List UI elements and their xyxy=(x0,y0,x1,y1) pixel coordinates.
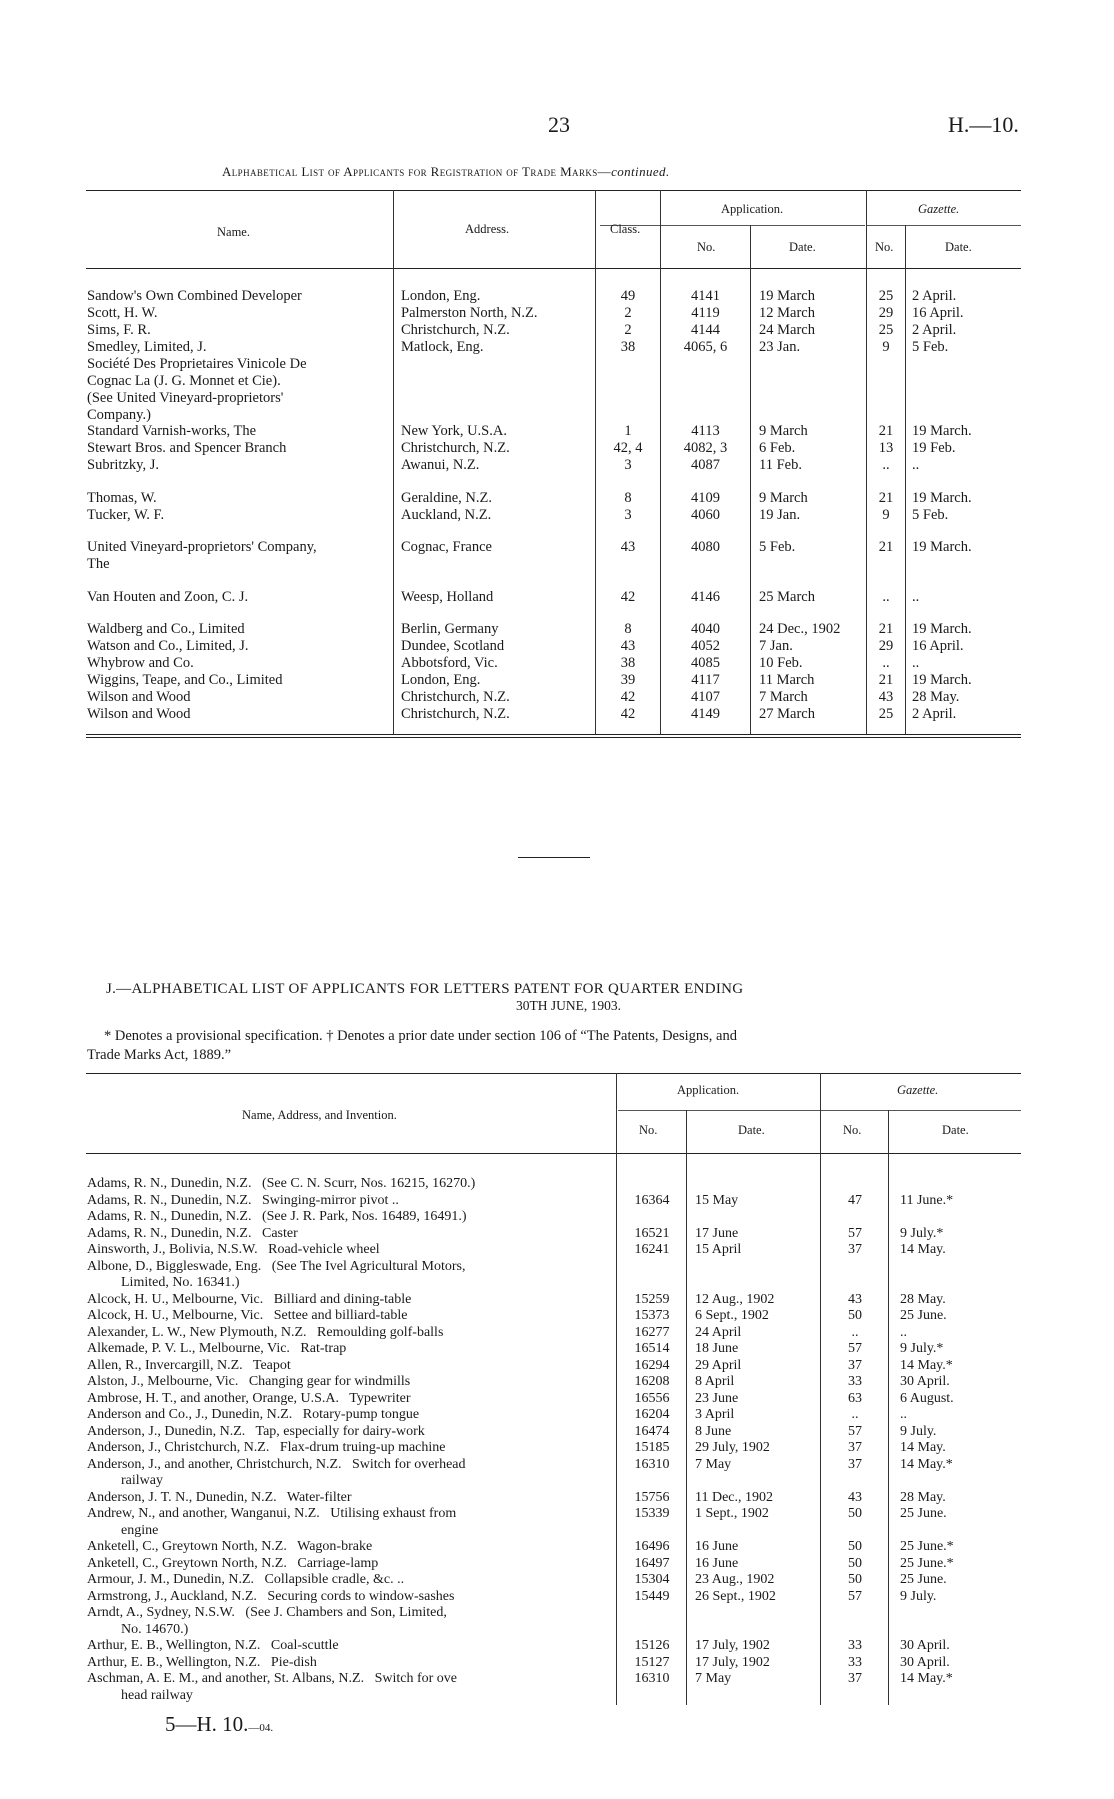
trade-col-divider xyxy=(393,190,394,734)
trade-cell-class: 3 xyxy=(624,457,632,473)
trade-cell-name: Watson and Co., Limited, J. xyxy=(87,638,249,654)
trade-cell-gno: 21 xyxy=(878,672,894,688)
trade-cell-class: 38 xyxy=(620,655,636,671)
trade-cell-address: New York, U.S.A. xyxy=(401,423,507,439)
patent-cell-date: 29 April xyxy=(695,1357,742,1373)
trade-cell-date: 27 March xyxy=(759,706,815,722)
patent-cell-gdate: .. xyxy=(900,1407,907,1422)
patent-cell-no: 16208 xyxy=(634,1374,670,1389)
document-code: H.—10. xyxy=(948,112,1019,137)
trade-cell-class: 2 xyxy=(624,305,632,321)
patent-cell-no: 15126 xyxy=(634,1638,670,1653)
trade-header-address: Address. xyxy=(465,222,510,236)
patent-cell-date: 7 May xyxy=(695,1671,732,1686)
patent-cell-gno: 43 xyxy=(848,1489,862,1505)
trade-header-mid-rule-2 xyxy=(866,225,1021,226)
patent-cell-text: Allen, R., Invercargill, N.Z. Teapot xyxy=(87,1357,291,1373)
patent-cell-gdate: .. xyxy=(900,1324,907,1340)
patent-cell-gno: 33 xyxy=(848,1374,862,1389)
patent-cell-gdate: 14 May.* xyxy=(900,1357,953,1373)
patent-cell-no: 15756 xyxy=(634,1489,670,1505)
trade-cell-gdate: 2 April. xyxy=(912,322,957,338)
trade-cell-no: 4141 xyxy=(691,288,720,304)
patent-cell-text: head railway xyxy=(121,1687,193,1703)
trade-header-gazette: Gazette. xyxy=(918,202,960,216)
trade-header-class: Class. xyxy=(610,222,641,236)
patents-header-app-date: Date. xyxy=(738,1123,765,1137)
trade-header-app-date: Date. xyxy=(789,240,816,254)
patent-cell-text: Anderson, J., Dunedin, N.Z. Tap, especially for dairy-work xyxy=(87,1423,425,1439)
patent-cell-gno: 50 xyxy=(848,1506,862,1521)
trade-cell-address: Christchurch, N.Z. xyxy=(401,440,510,456)
patent-cell-text: Adams, R. N., Dunedin, N.Z. (See J. R. Park, Nos. 16489, 16491.) xyxy=(87,1209,467,1224)
trade-cell-date: 23 Jan. xyxy=(759,339,801,355)
trade-cell-date: 11 March xyxy=(759,672,815,688)
patent-cell-gno: 37 xyxy=(848,1671,862,1686)
trade-cell-name: Thomas, W. xyxy=(87,490,157,506)
trade-cell-gno: 21 xyxy=(878,621,894,637)
patents-header-name: Name, Address, and Invention. xyxy=(242,1108,397,1122)
trade-title xyxy=(222,164,670,180)
patent-cell-date: 17 June xyxy=(695,1225,739,1241)
trade-cell-no: 4080 xyxy=(691,539,720,555)
trade-cell-gno: 25 xyxy=(878,288,894,304)
trade-cell-gno: 43 xyxy=(878,689,894,705)
patent-cell-text: Adams, R. N., Dunedin, N.Z. (See C. N. Scurr, Nos. 16215, 16270.) xyxy=(87,1176,476,1191)
trade-cell-gno: 9 xyxy=(882,507,890,523)
trade-cell-no: 4107 xyxy=(691,689,720,705)
trade-cell-no: 4117 xyxy=(691,672,720,688)
trade-header-app-no: No. xyxy=(697,240,716,254)
trade-cell-gdate: .. xyxy=(912,457,920,473)
footer-signature-suffix: —04. xyxy=(248,1722,274,1734)
patent-cell-date: 24 April xyxy=(695,1324,742,1340)
trade-cell-gno: 9 xyxy=(882,339,890,355)
patent-cell-no: 15339 xyxy=(634,1506,670,1521)
patent-cell-gno: 50 xyxy=(848,1308,862,1323)
patent-cell-text: Anketell, C., Greytown North, N.Z. Wagon-brake xyxy=(87,1539,373,1554)
patent-cell-text: Alcock, H. U., Melbourne, Vic. Settee and billiard-table xyxy=(87,1308,408,1323)
trade-cell-date: 12 March xyxy=(759,305,815,321)
patent-cell-date: 11 Dec., 1902 xyxy=(695,1489,774,1505)
trade-cell-gdate: 16 April. xyxy=(912,305,964,321)
patents-header-application: Application. xyxy=(677,1083,740,1097)
trade-cell-gdate: .. xyxy=(912,589,920,605)
trade-cell-name: (See United Vineyard-proprietors' xyxy=(87,390,284,406)
trade-cell-date: 5 Feb. xyxy=(759,539,796,555)
trade-cell-no: 4040 xyxy=(691,621,720,637)
patent-cell-text: Alston, J., Melbourne, Vic. Changing gear for windmills xyxy=(87,1374,411,1389)
trade-cell-gdate: 5 Feb. xyxy=(912,507,949,523)
patent-cell-text: Alcock, H. U., Melbourne, Vic. Billiard and dining-table xyxy=(87,1291,412,1307)
patent-cell-text: Andrew, N., and another, Wanganui, N.Z. Utilising exhaust from xyxy=(87,1506,457,1521)
trade-cell-name: Sims, F. R. xyxy=(87,322,151,338)
trade-cell-address: Berlin, Germany xyxy=(401,621,499,637)
trade-header-gaz-date: Date. xyxy=(945,240,972,254)
trade-cell-class: 42, 4 xyxy=(613,440,643,456)
patent-cell-gdate: 9 July.* xyxy=(900,1341,944,1356)
patent-cell-date: 26 Sept., 1902 xyxy=(695,1588,776,1604)
trade-cell-name: Waldberg and Co., Limited xyxy=(87,621,245,637)
patents-header-app-no: No. xyxy=(639,1123,658,1137)
patent-cell-date: 16 June xyxy=(695,1555,739,1571)
trade-cell-address: London, Eng. xyxy=(401,288,481,304)
patent-cell-gdate: 30 April. xyxy=(900,1374,950,1389)
trade-cell-gdate: 19 March. xyxy=(912,672,972,688)
patent-cell-gno: 50 xyxy=(848,1555,862,1571)
patents-note-line2: Trade Marks Act, 1889.” xyxy=(87,1047,232,1063)
patent-cell-gno: 37 xyxy=(848,1242,862,1257)
trade-cell-date: 9 March xyxy=(759,490,808,506)
patent-cell-no: 15304 xyxy=(634,1572,670,1587)
patent-cell-gdate: 9 July. xyxy=(900,1423,937,1439)
trade-cell-gdate: .. xyxy=(912,655,920,671)
patent-cell-no: 16241 xyxy=(634,1242,670,1257)
patent-cell-date: 15 April xyxy=(695,1242,742,1257)
patent-cell-gdate: 30 April. xyxy=(900,1654,950,1670)
patents-col-divider xyxy=(820,1073,821,1705)
trade-cell-class: 2 xyxy=(624,322,632,338)
patent-cell-text: Arndt, A., Sydney, N.S.W. (See J. Chambers and Son, Limited, xyxy=(87,1605,447,1620)
trade-cell-gno: 29 xyxy=(878,638,894,654)
trade-cell-date: 11 Feb. xyxy=(759,457,802,473)
patent-cell-date: 15 May xyxy=(695,1192,739,1208)
patent-cell-gno: 50 xyxy=(848,1572,862,1587)
patent-cell-gno: 57 xyxy=(848,1588,862,1604)
trade-cell-name: The xyxy=(87,556,110,572)
patents-note-line1: * Denotes a provisional specification. † Denotes a prior date under section 106 of “The Patents, Designs, and xyxy=(104,1028,737,1044)
patent-cell-no: 15127 xyxy=(634,1654,670,1670)
patent-cell-gno: 33 xyxy=(848,1654,862,1670)
trade-cell-no: 4109 xyxy=(691,490,720,506)
patent-cell-text: Alkemade, P. V. L., Melbourne, Vic. Rat-trap xyxy=(87,1341,347,1356)
patent-cell-text: No. 14670.) xyxy=(121,1621,189,1637)
patent-cell-gdate: 30 April. xyxy=(900,1638,950,1653)
patent-cell-gno: 63 xyxy=(848,1390,862,1406)
trade-cell-name: Smedley, Limited, J. xyxy=(87,339,207,355)
patent-cell-date: 12 Aug., 1902 xyxy=(695,1291,775,1307)
trade-cell-address: Christchurch, N.Z. xyxy=(401,322,510,338)
patent-cell-gno: 57 xyxy=(848,1225,862,1241)
trade-cell-address: Dundee, Scotland xyxy=(401,638,505,654)
patent-cell-date: 8 June xyxy=(695,1423,732,1439)
footer-signature xyxy=(165,1712,273,1737)
patents-col-divider xyxy=(616,1073,617,1705)
trade-cell-no: 4113 xyxy=(691,423,720,439)
patent-cell-no: 16497 xyxy=(634,1555,670,1571)
trade-col-divider xyxy=(905,225,906,734)
trade-cell-date: 19 Jan. xyxy=(759,507,801,523)
patent-cell-gno: 47 xyxy=(848,1192,862,1208)
patent-cell-text: Ainsworth, J., Bolivia, N.S.W. Road-vehicle wheel xyxy=(87,1242,380,1257)
trade-title-text: Alphabetical List of Applicants for Registration of Trade Marks xyxy=(222,164,598,179)
patent-cell-text: Ambrose, H. T., and another, Orange, U.S.A. Typewriter xyxy=(87,1390,411,1406)
patent-cell-gno: 57 xyxy=(848,1341,862,1356)
patent-cell-gno: 37 xyxy=(848,1357,862,1373)
trade-cell-address: Auckland, N.Z. xyxy=(401,507,492,523)
trade-cell-no: 4060 xyxy=(691,507,720,523)
patent-cell-gdate: 14 May. xyxy=(900,1440,946,1455)
trade-cell-gno: .. xyxy=(882,655,890,671)
patent-cell-text: Anderson and Co., J., Dunedin, N.Z. Rotary-pump tongue xyxy=(87,1407,420,1422)
trade-cell-gno: .. xyxy=(882,589,890,605)
trade-cell-gdate: 5 Feb. xyxy=(912,339,949,355)
trade-cell-name: Cognac La (J. G. Monnet et Cie). xyxy=(87,373,281,389)
trade-title-suffix: continued. xyxy=(611,164,670,179)
patent-cell-text: Arthur, E. B., Wellington, N.Z. Coal-scuttle xyxy=(87,1638,339,1653)
trade-cell-name: Whybrow and Co. xyxy=(87,655,194,671)
trade-cell-name: Standard Varnish-works, The xyxy=(87,423,257,439)
trade-cell-name: Sandow's Own Combined Developer xyxy=(87,288,302,304)
patents-col-divider xyxy=(686,1110,687,1705)
patent-cell-gdate: 25 June. xyxy=(900,1308,947,1323)
trade-cell-address: Christchurch, N.Z. xyxy=(401,706,510,722)
patent-cell-gno: .. xyxy=(851,1407,859,1422)
trade-cell-gno: 13 xyxy=(878,440,894,456)
patent-cell-date: 6 Sept., 1902 xyxy=(695,1308,769,1323)
patent-cell-gdate: 9 July. xyxy=(900,1588,937,1604)
patent-cell-date: 8 April xyxy=(695,1374,735,1389)
trade-cell-name: Scott, H. W. xyxy=(87,305,158,321)
trade-cell-name: Wilson and Wood xyxy=(87,706,191,722)
patent-cell-text: Anderson, J., and another, Christchurch, N.Z. Switch for overhead xyxy=(87,1456,466,1472)
patents-header-gaz-date: Date. xyxy=(942,1123,969,1137)
patent-cell-gdate: 9 July.* xyxy=(900,1225,944,1241)
trade-cell-class: 39 xyxy=(620,672,636,688)
patent-cell-text: Anderson, J. T. N., Dunedin, N.Z. Water-filter xyxy=(87,1489,352,1505)
patents-title: J.—ALPHABETICAL LIST OF APPLICANTS FOR LETTERS PATENT FOR QUARTER ENDING xyxy=(106,981,744,997)
patent-cell-no: 15449 xyxy=(634,1588,670,1604)
patents-header-gazette: Gazette. xyxy=(897,1083,939,1097)
patent-cell-date: 29 July, 1902 xyxy=(695,1440,770,1455)
section-separator xyxy=(518,857,590,858)
patent-cell-no: 16310 xyxy=(634,1456,670,1472)
patent-cell-gdate: 25 June.* xyxy=(900,1555,954,1571)
patent-cell-text: railway xyxy=(121,1473,163,1488)
trade-cell-no: 4085 xyxy=(691,655,720,671)
trade-cell-address: Palmerston North, N.Z. xyxy=(401,305,538,321)
trade-title-dash: — xyxy=(597,164,612,179)
trade-cell-class: 8 xyxy=(624,490,632,506)
trade-header-name: Name. xyxy=(217,225,250,239)
trade-cell-address: Matlock, Eng. xyxy=(401,339,484,355)
trade-cell-no: 4087 xyxy=(691,457,720,473)
trade-table-bottom-rule-2 xyxy=(86,737,1021,738)
patent-cell-gno: 57 xyxy=(848,1423,862,1439)
patent-cell-date: 7 May xyxy=(695,1456,732,1472)
patent-cell-gdate: 25 June. xyxy=(900,1572,947,1587)
trade-cell-date: 10 Feb. xyxy=(759,655,803,671)
trade-cell-date: 6 Feb. xyxy=(759,440,796,456)
trade-cell-gdate: 19 March. xyxy=(912,621,972,637)
patent-cell-gno: 43 xyxy=(848,1291,862,1307)
trade-cell-gdate: 19 March. xyxy=(912,490,972,506)
patent-cell-date: 23 June xyxy=(695,1390,739,1406)
patent-cell-gdate: 11 June.* xyxy=(900,1192,954,1208)
trade-cell-date: 7 March xyxy=(759,689,808,705)
trade-table-bottom-rule xyxy=(86,734,1021,735)
patent-cell-text: Anderson, J., Christchurch, N.Z. Flax-drum truing-up machine xyxy=(87,1440,446,1455)
trade-cell-class: 1 xyxy=(624,423,632,439)
patent-cell-gdate: 25 June. xyxy=(900,1506,947,1521)
trade-cell-class: 3 xyxy=(624,507,632,523)
trade-cell-name: Wiggins, Teape, and Co., Limited xyxy=(87,672,283,688)
patent-cell-text: Arthur, E. B., Wellington, N.Z. Pie-dish xyxy=(87,1654,317,1670)
trade-cell-class: 49 xyxy=(620,288,636,304)
trade-cell-name: Van Houten and Zoon, C. J. xyxy=(87,589,249,605)
trade-cell-date: 25 March xyxy=(759,589,815,605)
trade-cell-name: Société Des Proprietaires Vinicole De xyxy=(87,356,307,372)
patents-header-gaz-no: No. xyxy=(843,1123,862,1137)
patent-cell-date: 18 June xyxy=(695,1341,739,1356)
patent-cell-gdate: 14 May. xyxy=(900,1242,946,1257)
patent-cell-no: 16474 xyxy=(634,1423,670,1439)
patent-cell-text: Adams, R. N., Dunedin, N.Z. Caster xyxy=(87,1225,298,1241)
patent-cell-date: 1 Sept., 1902 xyxy=(695,1506,769,1521)
trade-header-application: Application. xyxy=(721,202,784,216)
trade-cell-address: Cognac, France xyxy=(401,539,492,555)
patent-cell-no: 16294 xyxy=(634,1357,670,1373)
trade-cell-gdate: 16 April. xyxy=(912,638,964,654)
patent-cell-gdate: 28 May. xyxy=(900,1291,946,1307)
patent-cell-gno: 50 xyxy=(848,1539,862,1554)
trade-cell-name: Wilson and Wood xyxy=(87,689,191,705)
patent-cell-no: 15185 xyxy=(634,1440,670,1455)
trade-cell-class: 43 xyxy=(620,638,636,654)
trade-cell-name: Stewart Bros. and Spencer Branch xyxy=(87,440,287,456)
page-number: 23 xyxy=(548,112,570,137)
trade-cell-no: 4144 xyxy=(691,322,720,338)
patent-cell-gdate: 14 May.* xyxy=(900,1456,953,1472)
trade-cell-gdate: 19 March. xyxy=(912,539,972,555)
trade-cell-gdate: 28 May. xyxy=(912,689,960,705)
trade-cell-address: Awanui, N.Z. xyxy=(401,457,480,473)
trade-cell-gno: 21 xyxy=(878,490,894,506)
patent-cell-gdate: 6 August. xyxy=(900,1390,954,1406)
patent-cell-text: Adams, R. N., Dunedin, N.Z. Swinging-mirror pivot .. xyxy=(87,1192,399,1208)
patent-cell-text: Anketell, C., Greytown North, N.Z. Carriage-lamp xyxy=(87,1555,379,1571)
trade-cell-gno: 25 xyxy=(878,322,894,338)
patent-cell-gno: 37 xyxy=(848,1456,862,1472)
footer-signature-main: 5—H. 10. xyxy=(165,1712,249,1736)
trade-cell-class: 42 xyxy=(620,689,636,705)
trade-cell-class: 38 xyxy=(620,339,636,355)
patent-cell-date: 17 July, 1902 xyxy=(695,1654,770,1670)
trade-cell-class: 42 xyxy=(620,589,636,605)
patent-cell-text: Albone, D., Biggleswade, Eng. (See The Ivel Agricultural Motors, xyxy=(87,1258,466,1274)
patent-cell-gno: 37 xyxy=(848,1440,862,1455)
trade-cell-address: Abbotsford, Vic. xyxy=(401,655,498,671)
trade-cell-gno: 29 xyxy=(878,305,894,321)
patent-cell-no: 16277 xyxy=(634,1324,670,1340)
trade-cell-date: 19 March xyxy=(759,288,815,304)
patent-cell-text: Limited, No. 16341.) xyxy=(121,1275,240,1290)
trade-cell-gno: 21 xyxy=(878,539,894,555)
patent-cell-no: 16310 xyxy=(634,1671,670,1686)
patent-cell-text: engine xyxy=(121,1522,159,1538)
patent-cell-no: 16204 xyxy=(634,1407,670,1422)
patent-cell-no: 15259 xyxy=(634,1291,670,1307)
trade-cell-date: 24 March xyxy=(759,322,815,338)
patent-cell-gdate: 14 May.* xyxy=(900,1671,953,1686)
trade-cell-no: 4052 xyxy=(691,638,720,654)
patent-cell-date: 16 June xyxy=(695,1539,739,1554)
patent-cell-gno: 33 xyxy=(848,1638,862,1653)
patent-cell-gdate: 28 May. xyxy=(900,1489,946,1505)
trade-cell-date: 7 Jan. xyxy=(759,638,793,654)
patent-cell-date: 17 July, 1902 xyxy=(695,1638,770,1653)
trade-cell-no: 4119 xyxy=(691,305,720,321)
patents-col-divider xyxy=(888,1110,889,1705)
trade-table-top-rule xyxy=(86,190,1021,191)
trade-cell-name: United Vineyard-proprietors' Company, xyxy=(87,539,317,555)
trade-cell-date: 9 March xyxy=(759,423,808,439)
trade-cell-no: 4082, 3 xyxy=(683,440,728,456)
patent-cell-date: 3 April xyxy=(695,1407,735,1422)
trade-cell-no: 4146 xyxy=(691,589,720,605)
patent-cell-no: 15373 xyxy=(634,1308,670,1323)
patent-cell-no: 16364 xyxy=(634,1192,670,1208)
trade-cell-gno: 25 xyxy=(878,706,894,722)
patent-cell-gdate: 25 June.* xyxy=(900,1539,954,1554)
patent-cell-text: Alexander, L. W., New Plymouth, N.Z. Remoulding golf-balls xyxy=(87,1324,444,1340)
trade-col-divider xyxy=(660,190,661,734)
trade-cell-gno: 21 xyxy=(878,423,894,439)
trade-col-divider xyxy=(595,190,596,734)
trade-cell-name: Subritzky, J. xyxy=(87,457,159,473)
trade-cell-address: Weesp, Holland xyxy=(401,589,494,605)
trade-cell-address: Geraldine, N.Z. xyxy=(401,490,492,506)
trade-cell-name: Tucker, W. F. xyxy=(87,507,165,523)
patents-subtitle: 30TH JUNE, 1903. xyxy=(516,998,621,1013)
trade-cell-address: London, Eng. xyxy=(401,672,481,688)
trade-cell-name: Company.) xyxy=(87,407,151,423)
patent-cell-text: Aschman, A. E. M., and another, St. Albans, N.Z. Switch for ove xyxy=(87,1671,458,1686)
trade-cell-address: Christchurch, N.Z. xyxy=(401,689,510,705)
patent-cell-no: 16496 xyxy=(634,1539,670,1554)
trade-header-bottom-rule xyxy=(86,268,1021,269)
patents-header-bottom-rule xyxy=(86,1153,1021,1154)
trade-cell-no: 4065, 6 xyxy=(683,339,728,355)
trade-cell-gdate: 2 April. xyxy=(912,288,957,304)
trade-cell-date: 24 Dec., 1902 xyxy=(759,621,841,637)
trade-cell-gdate: 2 April. xyxy=(912,706,957,722)
trade-col-divider xyxy=(750,225,751,734)
patent-cell-gno: .. xyxy=(851,1324,859,1340)
trade-col-divider xyxy=(866,190,867,734)
patent-cell-text: Armour, J. M., Dunedin, N.Z. Collapsible cradle, &c. .. xyxy=(87,1572,405,1587)
patent-cell-date: 23 Aug., 1902 xyxy=(695,1572,775,1587)
trade-cell-gdate: 19 March. xyxy=(912,423,972,439)
patent-cell-no: 16556 xyxy=(634,1390,670,1406)
patent-cell-text: Armstrong, J., Auckland, N.Z. Securing cords to window-sashes xyxy=(87,1588,455,1604)
trade-header-gaz-no: No. xyxy=(875,240,894,254)
trade-cell-no: 4149 xyxy=(691,706,720,722)
trade-cell-gdate: 19 Feb. xyxy=(912,440,956,456)
patent-cell-no: 16521 xyxy=(634,1225,670,1241)
patent-cell-no: 16514 xyxy=(634,1341,670,1356)
trade-cell-class: 8 xyxy=(624,621,632,637)
trade-cell-class: 43 xyxy=(620,539,636,555)
trade-cell-gno: .. xyxy=(882,457,890,473)
trade-cell-class: 42 xyxy=(620,706,636,722)
patents-table-top-rule xyxy=(86,1073,1021,1074)
